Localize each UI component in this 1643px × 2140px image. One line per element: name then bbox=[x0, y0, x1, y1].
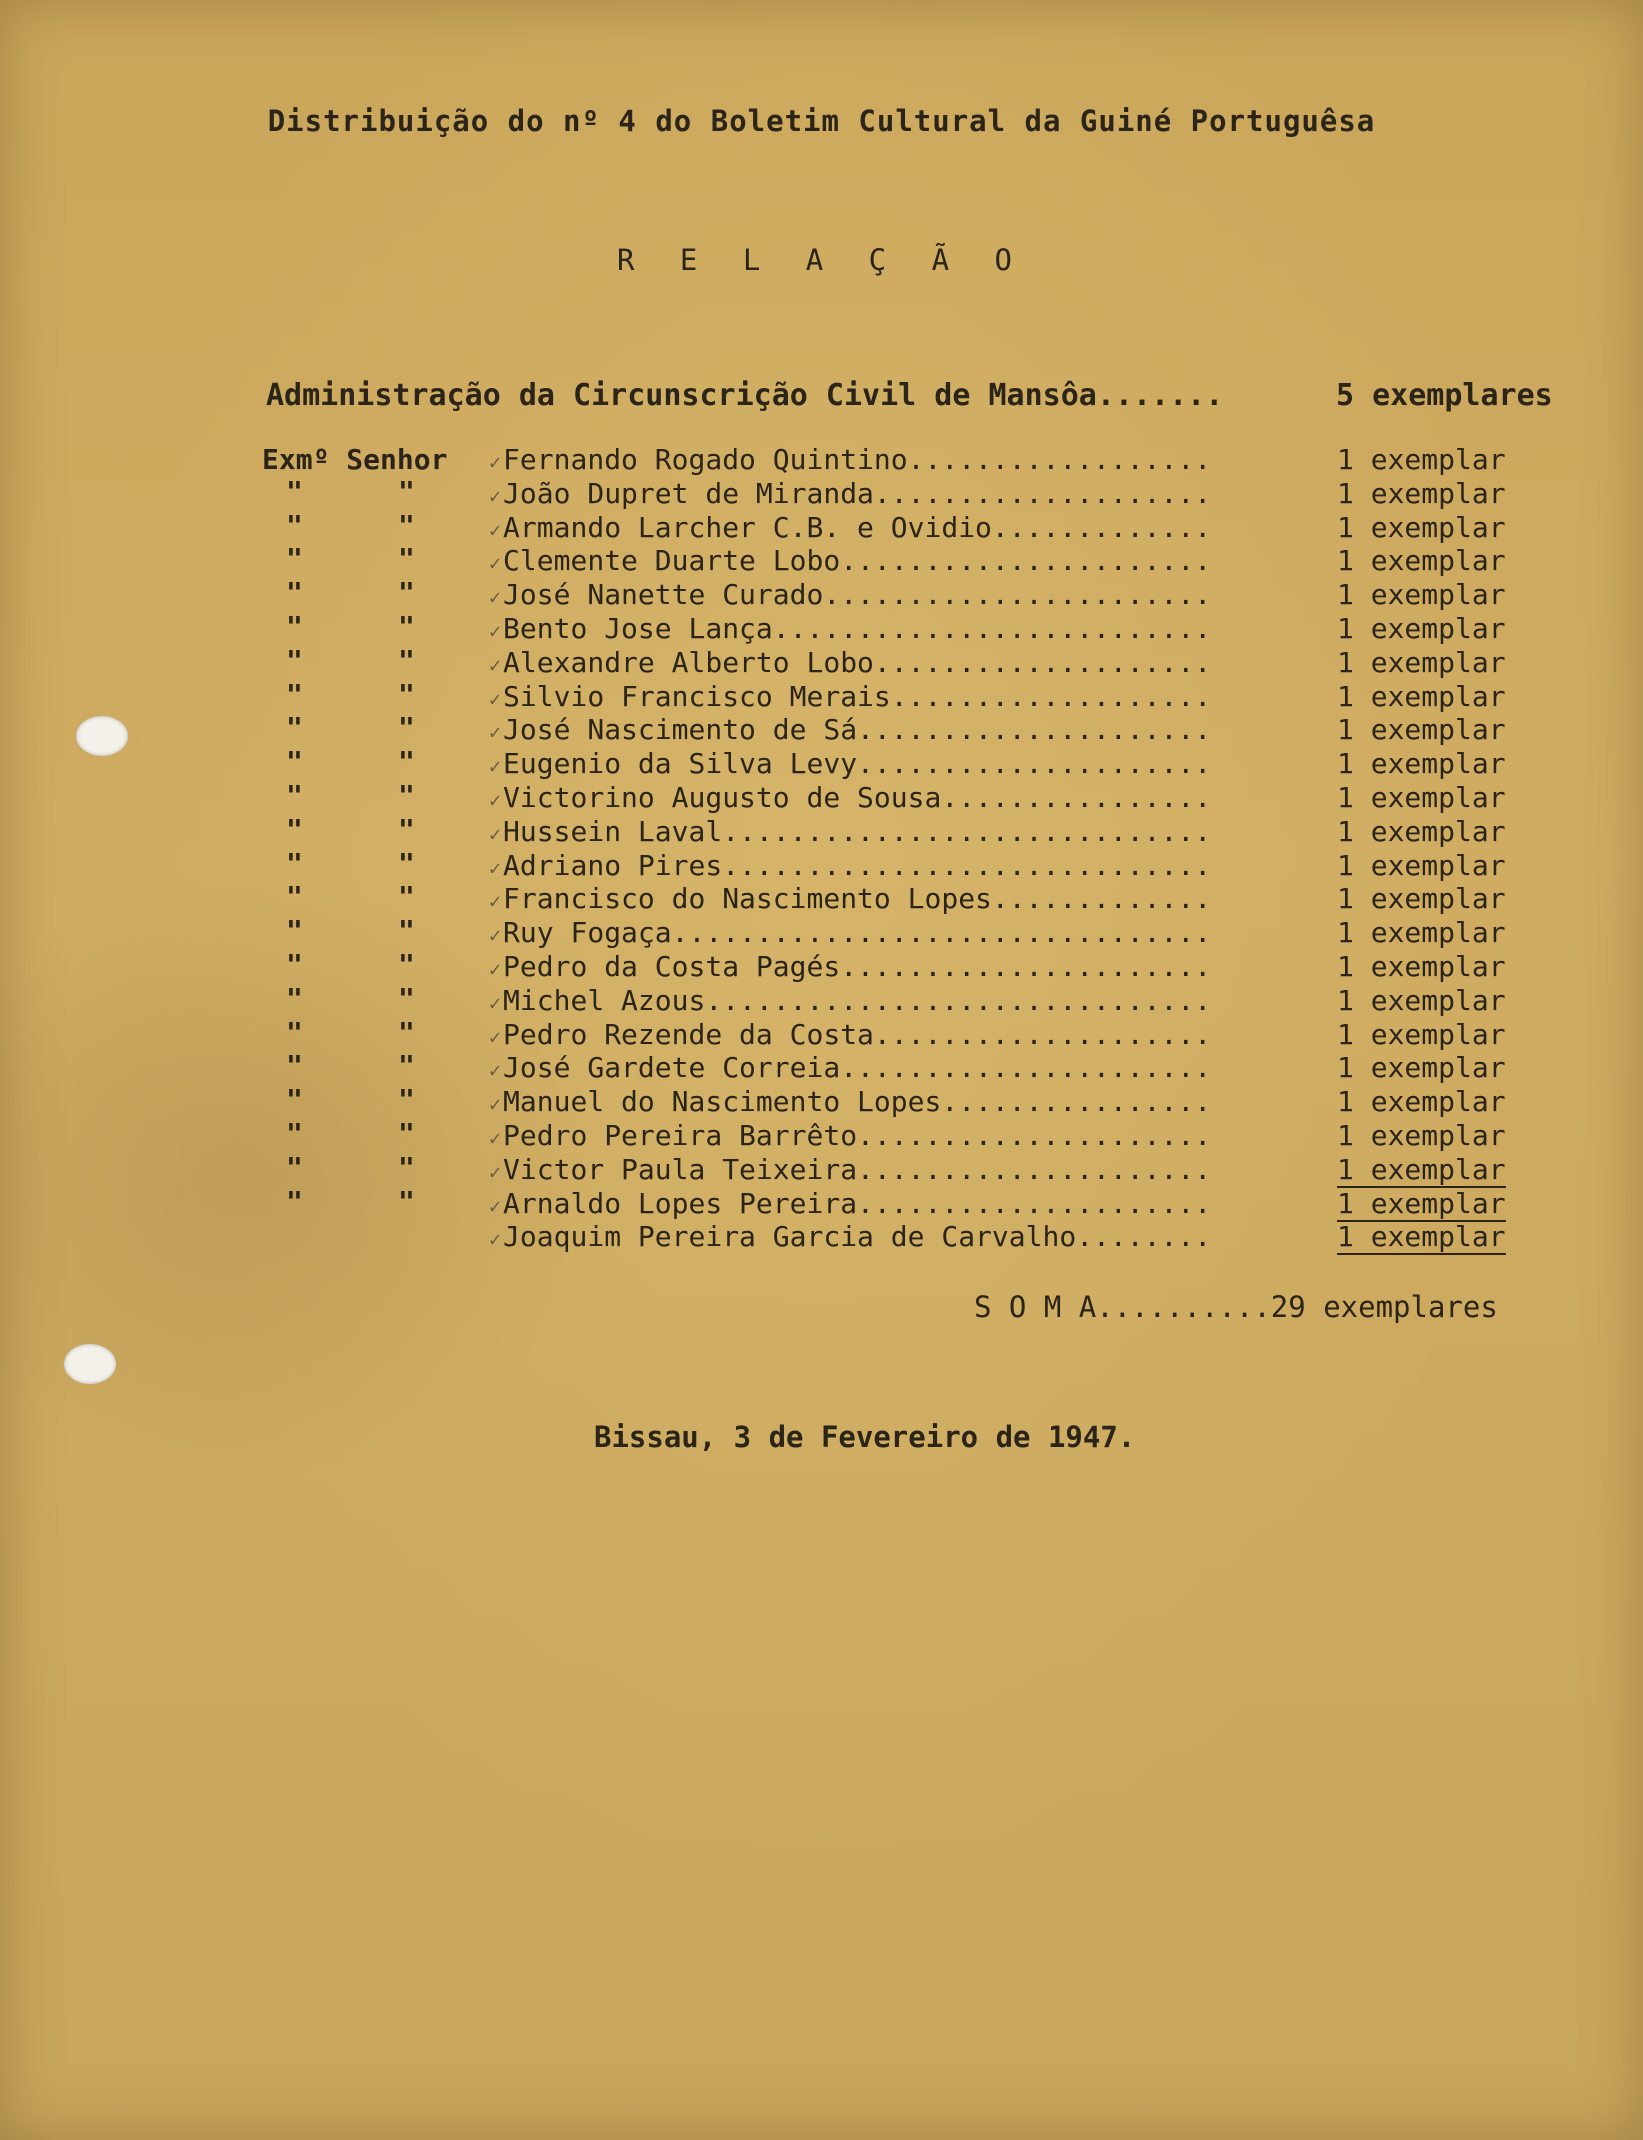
recipient-name-cell bbox=[489, 984, 1211, 1017]
ditto-mark: " bbox=[398, 1116, 415, 1150]
recipient-name-cell bbox=[489, 916, 1211, 949]
ditto-mark: " bbox=[398, 846, 415, 880]
recipient-name: Manuel do Nascimento Lopes................ bbox=[503, 1085, 1212, 1119]
recipient-name: Arnaldo Lopes Pereira..................... bbox=[503, 1186, 1212, 1220]
recipient-row bbox=[262, 812, 1592, 849]
punch-hole-lower bbox=[64, 1344, 116, 1384]
recipient-name-cell bbox=[489, 747, 1211, 780]
ditto-mark: " bbox=[286, 711, 303, 745]
recipient-name: Pedro da Costa Pagés...................... bbox=[503, 949, 1212, 983]
copy-count: 1 exemplar bbox=[1337, 882, 1506, 916]
punch-hole-upper bbox=[76, 716, 128, 756]
ditto-mark: " bbox=[398, 542, 415, 576]
copy-count: 1 exemplar bbox=[1337, 916, 1506, 950]
recipient-row bbox=[262, 1015, 1592, 1052]
recipient-row bbox=[262, 1085, 1592, 1119]
recipient-row bbox=[262, 643, 1592, 680]
checkmark-icon: ✓ bbox=[489, 618, 502, 643]
recipient-row bbox=[262, 677, 1592, 714]
recipient-name-cell bbox=[489, 1153, 1211, 1186]
recipient-row bbox=[262, 474, 1592, 511]
ditto-mark: " bbox=[398, 812, 415, 846]
ditto-mark: " bbox=[398, 778, 415, 812]
recipient-name: José Nascimento de Sá..................... bbox=[503, 713, 1212, 747]
ditto-mark: " bbox=[398, 981, 415, 1015]
copy-count: 1 exemplar bbox=[1337, 443, 1506, 476]
ditto-mark: " bbox=[398, 1015, 415, 1049]
recipient-row bbox=[262, 1116, 1592, 1153]
checkmark-icon: ✓ bbox=[489, 754, 502, 779]
recipient-name: Pedro Pereira Barrêto..................... bbox=[503, 1118, 1212, 1152]
recipient-row bbox=[262, 609, 1592, 646]
copy-count: 1 exemplar bbox=[1337, 780, 1506, 814]
recipient-name: João Dupret de Miranda.................... bbox=[503, 476, 1212, 510]
ditto-mark: " bbox=[286, 1116, 303, 1150]
checkmark-icon: ✓ bbox=[489, 923, 502, 948]
ditto-mark: " bbox=[398, 880, 415, 914]
checkmark-icon: ✓ bbox=[489, 855, 502, 880]
recipient-row bbox=[262, 846, 1592, 883]
recipient-name: José Gardete Correia...................... bbox=[503, 1051, 1212, 1085]
recipient-name-cell bbox=[489, 1085, 1211, 1118]
ditto-mark: " bbox=[398, 576, 415, 610]
section-heading: R E L A Ç Ã O bbox=[617, 243, 1026, 277]
recipient-name: Victor Paula Teixeira..................... bbox=[503, 1152, 1212, 1186]
recipient-name: Armando Larcher C.B. e Ovidio............. bbox=[503, 510, 1212, 544]
recipient-row bbox=[262, 443, 1592, 477]
copy-count: 1 exemplar bbox=[1337, 544, 1506, 578]
checkmark-icon: ✓ bbox=[489, 1024, 502, 1049]
recipient-row bbox=[262, 508, 1592, 545]
recipient-name-cell bbox=[489, 1051, 1211, 1084]
ditto-mark: " bbox=[398, 1083, 415, 1117]
copy-count: 1 exemplar bbox=[1337, 747, 1506, 781]
ditto-mark: " bbox=[286, 677, 303, 711]
ditto-mark: " bbox=[286, 474, 303, 508]
admin-row bbox=[266, 378, 1576, 413]
recipient-name-cell bbox=[489, 578, 1211, 611]
recipient-row bbox=[262, 916, 1592, 950]
recipient-row bbox=[262, 747, 1592, 781]
recipient-name-cell bbox=[489, 646, 1211, 679]
ditto-mark: " bbox=[286, 1150, 303, 1184]
recipient-row bbox=[262, 882, 1592, 916]
ditto-mark: " bbox=[398, 677, 415, 711]
checkmark-icon: ✓ bbox=[489, 1058, 502, 1083]
recipient-name: Pedro Rezende da Costa.................... bbox=[503, 1017, 1212, 1051]
checkmark-icon: ✓ bbox=[489, 652, 502, 677]
checkmark-icon: ✓ bbox=[489, 551, 502, 576]
ditto-mark: " bbox=[286, 812, 303, 846]
recipient-row bbox=[262, 1220, 1592, 1254]
recipient-name-cell bbox=[489, 477, 1211, 510]
ditto-mark: " bbox=[398, 609, 415, 643]
copy-count: 1 exemplar bbox=[1337, 611, 1506, 645]
ditto-mark: " bbox=[286, 778, 303, 812]
recipient-name-cell bbox=[489, 1018, 1211, 1051]
checkmark-icon: ✓ bbox=[489, 483, 502, 508]
copy-count: 1 exemplar bbox=[1337, 578, 1506, 612]
recipient-row bbox=[262, 1184, 1592, 1221]
recipient-row bbox=[262, 544, 1592, 578]
recipient-name: Ruy Fogaça................................ bbox=[503, 916, 1212, 950]
ditto-mark: " bbox=[398, 508, 415, 542]
recipient-name-cell bbox=[489, 544, 1211, 577]
copy-count: 1 exemplar bbox=[1337, 1186, 1506, 1220]
checkmark-icon: ✓ bbox=[489, 1159, 502, 1184]
ditto-mark: " bbox=[286, 508, 303, 542]
copy-count: 1 exemplar bbox=[1337, 713, 1506, 747]
ditto-mark: " bbox=[398, 1184, 415, 1218]
recipient-name-cell bbox=[489, 680, 1211, 713]
copy-count: 1 exemplar bbox=[1337, 510, 1506, 544]
recipient-name: Francisco do Nascimento Lopes............. bbox=[503, 882, 1212, 916]
recipient-name-cell bbox=[489, 443, 1211, 476]
recipient-name-cell bbox=[489, 511, 1211, 544]
admin-count: 5 exemplares bbox=[1336, 378, 1553, 413]
copy-count: 1 exemplar bbox=[1337, 1051, 1506, 1085]
ditto-mark: " bbox=[286, 846, 303, 880]
recipient-list bbox=[262, 443, 1592, 1254]
document-title: Distribuição do nº 4 do Boletim Cultural da Guiné Portuguêsa bbox=[267, 104, 1376, 138]
ditto-mark: " bbox=[286, 1083, 303, 1117]
ditto-mark: " bbox=[286, 1049, 303, 1083]
copy-count: 1 exemplar bbox=[1337, 983, 1506, 1017]
checkmark-icon: ✓ bbox=[489, 821, 502, 846]
ditto-mark: " bbox=[286, 745, 303, 779]
ditto-mark: " bbox=[286, 880, 303, 914]
recipient-name: Victorino Augusto de Sousa................ bbox=[503, 780, 1212, 814]
copy-count: 1 exemplar bbox=[1337, 645, 1506, 679]
recipient-row bbox=[262, 578, 1592, 612]
recipient-name-cell bbox=[489, 1119, 1211, 1152]
recipient-name: Fernando Rogado Quintino.................. bbox=[503, 443, 1212, 476]
checkmark-icon: ✓ bbox=[489, 1125, 502, 1150]
checkmark-icon: ✓ bbox=[489, 720, 502, 745]
ditto-mark: " bbox=[398, 1150, 415, 1184]
recipient-name: José Nanette Curado....................... bbox=[503, 578, 1212, 612]
checkmark-icon: ✓ bbox=[489, 787, 502, 812]
checkmark-icon: ✓ bbox=[489, 956, 502, 981]
copy-count: 1 exemplar bbox=[1337, 1152, 1506, 1186]
recipient-name: Bento Jose Lança.......................... bbox=[503, 611, 1212, 645]
recipient-name: Joaquim Pereira Garcia de Carvalho........ bbox=[503, 1220, 1212, 1254]
ditto-mark: " bbox=[286, 609, 303, 643]
ditto-mark: " bbox=[286, 914, 303, 948]
place-date: Bissau, 3 de Fevereiro de 1947. bbox=[594, 1420, 1136, 1454]
recipient-name-cell bbox=[489, 612, 1211, 645]
recipient-name: Michel Azous.............................. bbox=[503, 983, 1212, 1017]
admin-label: Administração da Circunscrição Civil de Mansôa....... bbox=[266, 378, 1224, 413]
copy-count: 1 exemplar bbox=[1337, 949, 1506, 983]
recipient-name-cell bbox=[489, 1220, 1211, 1253]
ditto-mark: " bbox=[286, 576, 303, 610]
checkmark-icon: ✓ bbox=[489, 517, 502, 542]
ditto-mark: " bbox=[398, 711, 415, 745]
recipient-name: Clemente Duarte Lobo...................... bbox=[503, 544, 1212, 578]
ditto-mark: " bbox=[398, 914, 415, 948]
copy-count: 1 exemplar bbox=[1337, 679, 1506, 713]
checkmark-icon: ✓ bbox=[489, 889, 502, 914]
ditto-mark: " bbox=[398, 947, 415, 981]
copy-count: 1 exemplar bbox=[1337, 1017, 1506, 1051]
recipient-row bbox=[262, 1051, 1592, 1085]
ditto-mark: " bbox=[286, 981, 303, 1015]
recipient-name: Hussein Laval............................. bbox=[503, 814, 1212, 848]
copy-count: 1 exemplar bbox=[1337, 814, 1506, 848]
checkmark-icon: ✓ bbox=[489, 450, 502, 474]
ditto-mark: " bbox=[398, 1049, 415, 1083]
salutation: Exmº Senhor bbox=[262, 443, 448, 476]
recipient-name: Alexandre Alberto Lobo.................... bbox=[503, 645, 1212, 679]
ditto-mark: " bbox=[398, 643, 415, 677]
recipient-name-cell bbox=[489, 882, 1211, 915]
recipient-name-cell bbox=[489, 815, 1211, 848]
ditto-mark: " bbox=[286, 1015, 303, 1049]
ditto-mark: " bbox=[286, 643, 303, 677]
checkmark-icon: ✓ bbox=[489, 1092, 502, 1117]
recipient-row bbox=[262, 1150, 1592, 1187]
recipient-name: Eugenio da Silva Levy..................... bbox=[503, 747, 1212, 781]
total-line: S O M A..........29 exemplares bbox=[974, 1290, 1498, 1324]
checkmark-icon: ✓ bbox=[489, 990, 502, 1015]
recipient-name-cell bbox=[489, 713, 1211, 746]
copy-count: 1 exemplar bbox=[1337, 1085, 1506, 1119]
recipient-name-cell bbox=[489, 1187, 1211, 1220]
checkmark-icon: ✓ bbox=[489, 1193, 502, 1218]
recipient-name: Silvio Francisco Merais................... bbox=[503, 679, 1212, 713]
recipient-row bbox=[262, 947, 1592, 984]
copy-count: 1 exemplar bbox=[1337, 1118, 1506, 1152]
ditto-mark: " bbox=[398, 474, 415, 508]
copy-count: 1 exemplar bbox=[1337, 1220, 1506, 1254]
recipient-name-cell bbox=[489, 950, 1211, 983]
recipient-name: Adriano Pires............................. bbox=[503, 848, 1212, 882]
checkmark-icon: ✓ bbox=[489, 686, 502, 711]
recipient-name-cell bbox=[489, 781, 1211, 814]
copy-count: 1 exemplar bbox=[1337, 848, 1506, 882]
ditto-mark: " bbox=[286, 947, 303, 981]
ditto-mark: " bbox=[286, 1184, 303, 1218]
recipient-row bbox=[262, 713, 1592, 747]
checkmark-icon: ✓ bbox=[489, 1227, 502, 1252]
ditto-mark: " bbox=[286, 542, 303, 576]
checkmark-icon: ✓ bbox=[489, 585, 502, 610]
copy-count: 1 exemplar bbox=[1337, 476, 1506, 510]
recipient-name-cell bbox=[489, 849, 1211, 882]
recipient-row bbox=[262, 778, 1592, 815]
ditto-mark: " bbox=[398, 745, 415, 779]
recipient-row bbox=[262, 981, 1592, 1018]
